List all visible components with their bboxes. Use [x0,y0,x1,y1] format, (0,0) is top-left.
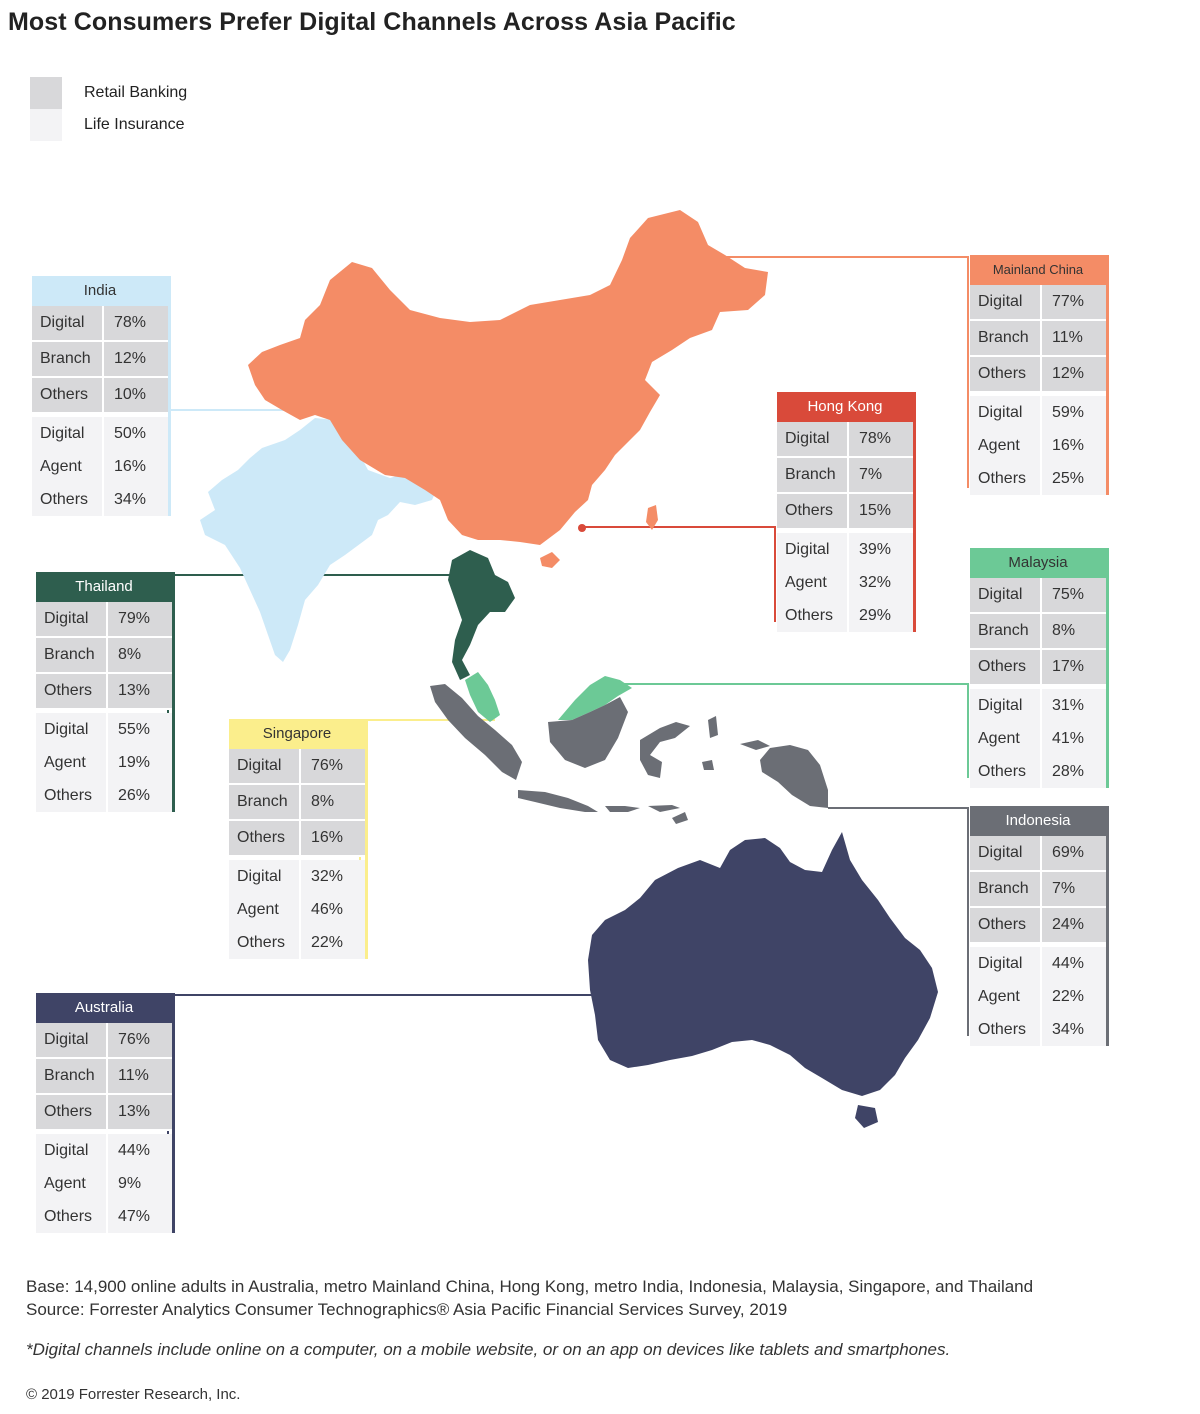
row-value: 76% [301,749,365,783]
row-label: Agent [32,450,104,483]
life-row [970,947,1106,980]
row-label: Others [777,599,849,632]
row-label: Agent [970,722,1042,755]
row-value: 78% [104,306,168,340]
row-label: Agent [229,893,301,926]
life-row [32,450,168,483]
row-value: 11% [1042,321,1106,355]
panel-indonesia [970,806,1109,1046]
retail-row [970,650,1106,686]
retail-row [229,749,365,785]
retail-row [777,422,913,458]
row-label: Digital [36,1023,108,1057]
page-title: Most Consumers Prefer Digital Channels Across Asia Pacific [8,8,736,36]
row-label: Others [970,357,1042,391]
row-value: 16% [104,450,168,483]
panel-china [970,255,1109,495]
footer-base: Base: 14,900 online adults in Australia, metro Mainland China, Hong Kong, metro India, Indonesia, Malaysia, Singapore, and Thailand [26,1277,1034,1296]
indonesia-papua-shape [760,745,828,808]
row-value: 79% [108,602,172,636]
row-value: 24% [1042,908,1106,942]
life-row [970,396,1106,429]
footer-note: *Digital channels include online on a computer, on a mobile website, or on an app on devices like tablets and smartphones. [26,1340,951,1359]
life-row [36,1167,172,1200]
row-value: 8% [301,785,365,819]
tasmania-shape [855,1105,878,1128]
retail-row [36,1059,172,1095]
row-label: Others [36,1200,108,1233]
row-value: 76% [108,1023,172,1057]
retail-row [970,872,1106,908]
life-row [36,1200,172,1233]
row-value: 77% [1042,285,1106,319]
row-value: 78% [849,422,913,456]
row-value: 11% [108,1059,172,1093]
row-label: Digital [36,1134,108,1167]
row-value: 25% [1042,462,1106,495]
row-label: Others [36,779,108,812]
row-label: Agent [36,1167,108,1200]
row-value: 34% [1042,1013,1106,1046]
legend-label-retail-banking: Retail Banking [84,84,188,101]
row-value: 22% [301,926,365,959]
retail-row [32,378,168,414]
retail-row [970,908,1106,944]
row-label: Branch [32,342,104,376]
row-value: 44% [108,1134,172,1167]
indonesia-sunda-shape [605,805,680,812]
retail-row [777,458,913,494]
panel-header-india: India [32,276,168,306]
retail-row [36,602,172,638]
row-value: 22% [1042,980,1106,1013]
row-label: Others [36,674,108,708]
row-label: Agent [970,429,1042,462]
footer-copyright: © 2019 Forrester Research, Inc. [26,1386,241,1403]
life-row [777,566,913,599]
row-value: 47% [108,1200,172,1233]
retail-row [36,1095,172,1131]
life-row [970,722,1106,755]
row-value: 7% [849,458,913,492]
retail-row [229,785,365,821]
row-label: Digital [970,689,1042,722]
retail-row [36,674,172,710]
row-value: 15% [849,494,913,528]
life-row [970,1013,1106,1046]
retail-row [777,494,913,530]
row-label: Others [970,462,1042,495]
row-label: Others [32,483,104,516]
life-row [777,599,913,632]
life-row [970,755,1106,788]
life-row [32,483,168,516]
row-label: Digital [970,836,1042,870]
panel-header-hongkong: Hong Kong [777,392,913,422]
row-label: Branch [36,638,108,672]
row-label: Branch [970,321,1042,355]
row-label: Agent [36,746,108,779]
row-value: 29% [849,599,913,632]
life-row [36,746,172,779]
row-value: 12% [1042,357,1106,391]
indonesia-seram-shape [740,740,770,750]
legend-label-life-insurance: Life Insurance [84,116,185,133]
thailand-shape [448,550,515,680]
row-value: 75% [1042,578,1106,612]
row-label: Others [970,1013,1042,1046]
panel-header-thailand: Thailand [36,572,172,602]
row-value: 16% [1042,429,1106,462]
panel-header-malaysia: Malaysia [970,548,1106,578]
hainan-shape [540,552,560,568]
retail-row [36,1023,172,1059]
row-value: 13% [108,1095,172,1129]
retail-row [970,614,1106,650]
hongkong-marker [578,524,586,532]
connector-line-hongkong [580,527,775,622]
row-label: Digital [777,422,849,456]
row-value: 44% [1042,947,1106,980]
row-label: Digital [32,417,104,450]
row-label: Digital [32,306,104,340]
row-label: Agent [970,980,1042,1013]
connector-line-australia [168,995,600,1222]
panel-header-indonesia: Indonesia [970,806,1106,836]
panel-hongkong [777,392,916,632]
row-label: Branch [777,458,849,492]
panel-singapore [229,719,368,959]
row-value: 9% [108,1167,172,1200]
row-value: 46% [301,893,365,926]
row-label: Digital [36,713,108,746]
row-label: Others [229,926,301,959]
row-value: 16% [301,821,365,855]
life-row [32,417,168,450]
indonesia-sulawesi-shape [640,722,690,778]
panel-australia [36,993,175,1233]
row-label: Others [970,908,1042,942]
row-label: Digital [970,396,1042,429]
indonesia-java-shape [518,790,598,812]
retail-row [32,342,168,378]
row-label: Others [777,494,849,528]
row-label: Digital [229,749,301,783]
row-value: 59% [1042,396,1106,429]
retail-row [970,357,1106,393]
row-label: Others [229,821,301,855]
retail-row [970,285,1106,321]
row-value: 13% [108,674,172,708]
indonesia-maluku-shape [702,716,718,770]
row-label: Agent [777,566,849,599]
row-value: 69% [1042,836,1106,870]
row-value: 26% [108,779,172,812]
row-value: 32% [301,860,365,893]
footer-source: Source: Forrester Analytics Consumer Technographics® Asia Pacific Financial Services Survey, 2019 [26,1300,788,1319]
panel-thailand [36,572,175,812]
row-label: Others [970,755,1042,788]
life-row [36,713,172,746]
life-row [970,689,1106,722]
row-label: Others [32,378,104,412]
retail-row [970,578,1106,614]
row-label: Digital [970,578,1042,612]
panel-header-australia: Australia [36,993,172,1023]
life-row [229,926,365,959]
panel-header-china: Mainland China [970,255,1106,285]
connector-line-singapore [360,720,495,950]
row-label: Digital [970,947,1042,980]
life-row [970,429,1106,462]
life-row [970,462,1106,495]
row-value: 8% [108,638,172,672]
row-value: 32% [849,566,913,599]
row-value: 19% [108,746,172,779]
panel-india [32,276,171,516]
retail-row [229,821,365,857]
retail-row [32,306,168,342]
row-label: Others [36,1095,108,1129]
row-label: Digital [229,860,301,893]
row-label: Branch [229,785,301,819]
life-row [229,893,365,926]
row-value: 34% [104,483,168,516]
row-value: 17% [1042,650,1106,684]
life-row [36,779,172,812]
row-value: 50% [104,417,168,450]
row-value: 8% [1042,614,1106,648]
row-value: 7% [1042,872,1106,906]
indonesia-timor-shape [672,812,688,824]
panel-malaysia [970,548,1109,788]
row-value: 55% [108,713,172,746]
row-label: Digital [970,285,1042,319]
australia-shape [588,832,938,1096]
life-row [36,1134,172,1167]
row-label: Digital [777,533,849,566]
row-value: 28% [1042,755,1106,788]
life-row [970,980,1106,1013]
row-label: Branch [970,614,1042,648]
life-row [777,533,913,566]
row-label: Branch [970,872,1042,906]
row-label: Others [970,650,1042,684]
retail-row [970,836,1106,872]
row-value: 10% [104,378,168,412]
panel-header-singapore: Singapore [229,719,365,749]
row-label: Digital [36,602,108,636]
retail-row [36,638,172,674]
row-value: 12% [104,342,168,376]
row-value: 39% [849,533,913,566]
row-label: Branch [36,1059,108,1093]
life-row [229,860,365,893]
retail-row [970,321,1106,357]
row-value: 41% [1042,722,1106,755]
row-value: 31% [1042,689,1106,722]
